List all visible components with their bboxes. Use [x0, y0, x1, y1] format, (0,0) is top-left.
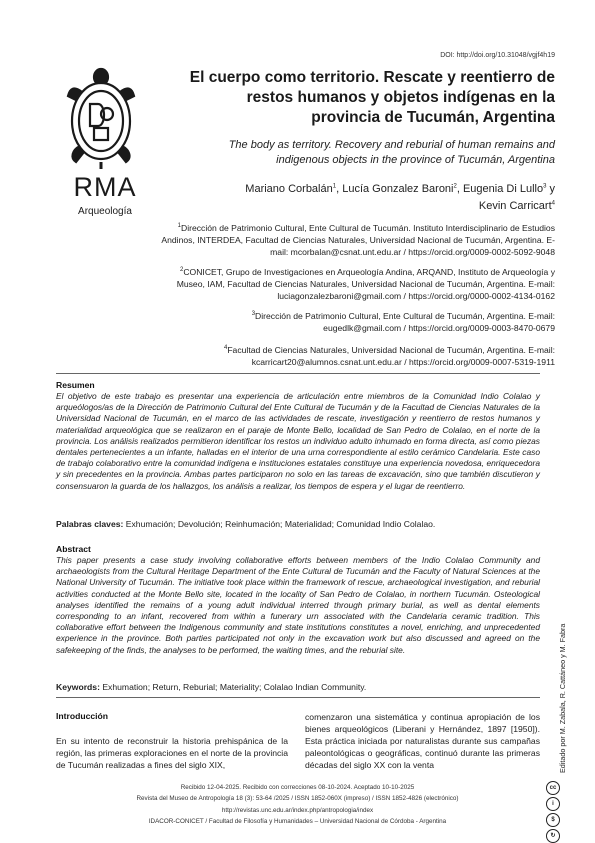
- keywords-label: Keywords:: [56, 682, 100, 692]
- divider: [56, 697, 540, 698]
- article-title-english: The body as territory. Recovery and reburial of human remains and indigenous objects in the province of Tucumán, Argentina: [228, 139, 555, 166]
- by-icon: i: [546, 797, 560, 811]
- footer-journal: Revista del Museo de Antropología 18 (3): 53-64 /2025 / ISSN 1852-060X (impreso) / ISSN 1852-4826 (electrónico): [136, 795, 459, 803]
- affiliation: $^3$Dirección de Patrimonio Cultural, Ente Cultural de Tucumán, Argentina. E-mail: eugedlk@gmail.com / https://orcid.org/0009-0003-8470-0679: [251, 310, 555, 333]
- footer-url[interactable]: http://revistas.unc.edu.ar/index.php/antropologia/index: [221, 806, 374, 814]
- footer-dates: Recibido 12-04-2025. Recibido con correcciones 08-10-2024. Aceptado 10-10-2025: [180, 784, 415, 791]
- cc-icon: cc: [546, 781, 560, 795]
- author-list: [225, 179, 555, 214]
- introduction-heading: Introducción: [56, 711, 109, 721]
- keywords-spanish: Palabras claves: Exhumación; Devolución; Reinhumación; Materialidad; Comunidad Indio Colalao.: [56, 519, 436, 529]
- author: Lucía Gonzalez Baroni$^2$,: [342, 182, 463, 195]
- keywords-english: Keywords: Exhumation; Return, Reburial; Materiality; Colalao Indian Community.: [56, 682, 367, 692]
- footer-publisher: IDACOR-CONICET / Facultad de Filosofía y Humanidades – Universidad Nacional de Córdoba - Argentina: [148, 818, 447, 826]
- editor-credit: Editado por M. Zabala, R. Cattáneo y M. Fabra: [558, 623, 567, 773]
- affiliation: $^2$CONICET, Grupo de Investigaciones en Arqueología Andina, ARQAND, Instituto de Arqueología y Museo, IAM, Facultad de Ciencias Naturales, Universidad Nacional de Tucumán, Argentina. E-mail: luciagonzalezbaroni@gmail.com / https://orcid.org/0000-0002-4134-0162: [176, 266, 555, 301]
- body-column-right: comenzaron una sistemática y continua apropiación de los bienes arqueológicos (Liberani y Hernández, 1897 [1950]). Esta práctica iniciada por naturalistas durante sus campañas paleontológicas o geográficas, continuó durante las primeras décadas del siglo XX con la venta: [305, 712, 540, 770]
- body-column-left: En su intento de reconstruir la historia prehispánica de la región, las primeras exploraciones en el norte de la provincia de Tucumán realizadas a fines del siglo XIX,: [56, 736, 288, 770]
- abstract-text: This paper presents a case study involving collaborative efforts between members of the Indio Colalao Community and archaeologists from the Cultural Heritage Department of the Ente Cultural de Tucumán and the Faculty of Natural Sciences at the National University of Tucumán. The initiative took place within the framework of rescue, archaeological investigation, and reburial activities conducted at the Monte Bello site, located in the locality of San Pedro de Colalao, in northern Tucumán. Osteological analyses identified the remains of a young adult individual interred through primary burial, as well as dental elements corresponding to an infant, recovered from within a funerary urn associated with the Candelaria ceramic tradition. This collaborative effort between the Indigenous community and state institutions constitutes a novel, enriching, and unprecedented experience in the province. Both parties participated not only in the excavation work but also discussed and agreed on the safekeeping of the finds, the analyses to be performed, the waiting times, and the reburial site.: [56, 555, 540, 655]
- divider: [56, 373, 540, 374]
- article-title: El cuerpo como territorio. Rescate y reentierro de restos humanos y objetos indígenas en la provincia de Tucumán, Argentina: [189, 69, 555, 126]
- turtle-emblem-icon: [60, 66, 142, 170]
- resumen-heading: Resumen: [56, 380, 95, 390]
- sa-icon: ↻: [546, 829, 560, 843]
- affiliation: $^4$Facultad de Ciencias Naturales, Universidad Nacional de Tucumán, Argentina. E-mail: kcarricart20@alumnos.csnat.unt.edu.ar / https://orcid.org/0009-0007-5319-1911: [223, 344, 555, 367]
- nc-icon: $: [546, 813, 560, 827]
- page-footer: [40, 782, 555, 828]
- doi-link[interactable]: DOI: http://doi.org/10.31048/vgjf4h19: [440, 52, 555, 59]
- license-badge[interactable]: [546, 781, 560, 839]
- abstract-heading: Abstract: [56, 544, 91, 554]
- keywords-label: Palabras claves:: [56, 519, 124, 529]
- resumen-text: El objetivo de este trabajo es presentar una experiencia de articulación entre miembros de la Comunidad Indio Colalao y arqueólogos/as de la Dirección de Patrimonio Cultural del Ente Cultural de Tucumán y de la Facultad de Ciencias Naturales de la Universidad Nacional de Tucumán, en el marco de las actividades de rescate, investigación y reentierro de restos humanos y materialidad arqueológica que se realizaron en el paraje de Monte Bello, localidad de San Pedro de Colalao, en el norte de la provincia. Los análisis realizados permitieron identificar los restos un individuo adulto inhumado en forma directa, así como piezas dentales pertenecientes a un infante, halladas en el interior de una urna correspondiente al estilo cerámico Candelaria. Este caso de trabajo colaborativo entre la comunidad indígena e instituciones estatales constituye una experiencia novedosa, enriquecedora y sin precedentes en la provincia. Ambas partes participaron no solo en las tareas de excavación, sino que también discutieron y consensuaron la guarda de los hallazgos, los análisis a realizar, los tiempos de espera y el lugar de reentierro.: [56, 391, 540, 491]
- journal-wordmark: RMA: [73, 172, 137, 202]
- author: Mariano Corbalán$^1$,: [245, 182, 343, 195]
- author: Kevin Carricart$^4$: [478, 200, 555, 213]
- affiliation: $^1$Dirección de Patrimonio Cultural, Ente Cultural de Tucumán. Instituto Interdisciplinario de Estudios Andinos, INTERDEA, Facultad de Ciencias Naturales, Universidad Nacional de Tucumán, Argentina. E-mail: mcorbalan@csnat.unt.edu.ar / https://orcid.org/0009-0002-5092-9048: [161, 222, 555, 257]
- author: Eugenia Di Lullo$^3$ y: [462, 182, 555, 195]
- journal-subtitle: Arqueología: [78, 206, 132, 217]
